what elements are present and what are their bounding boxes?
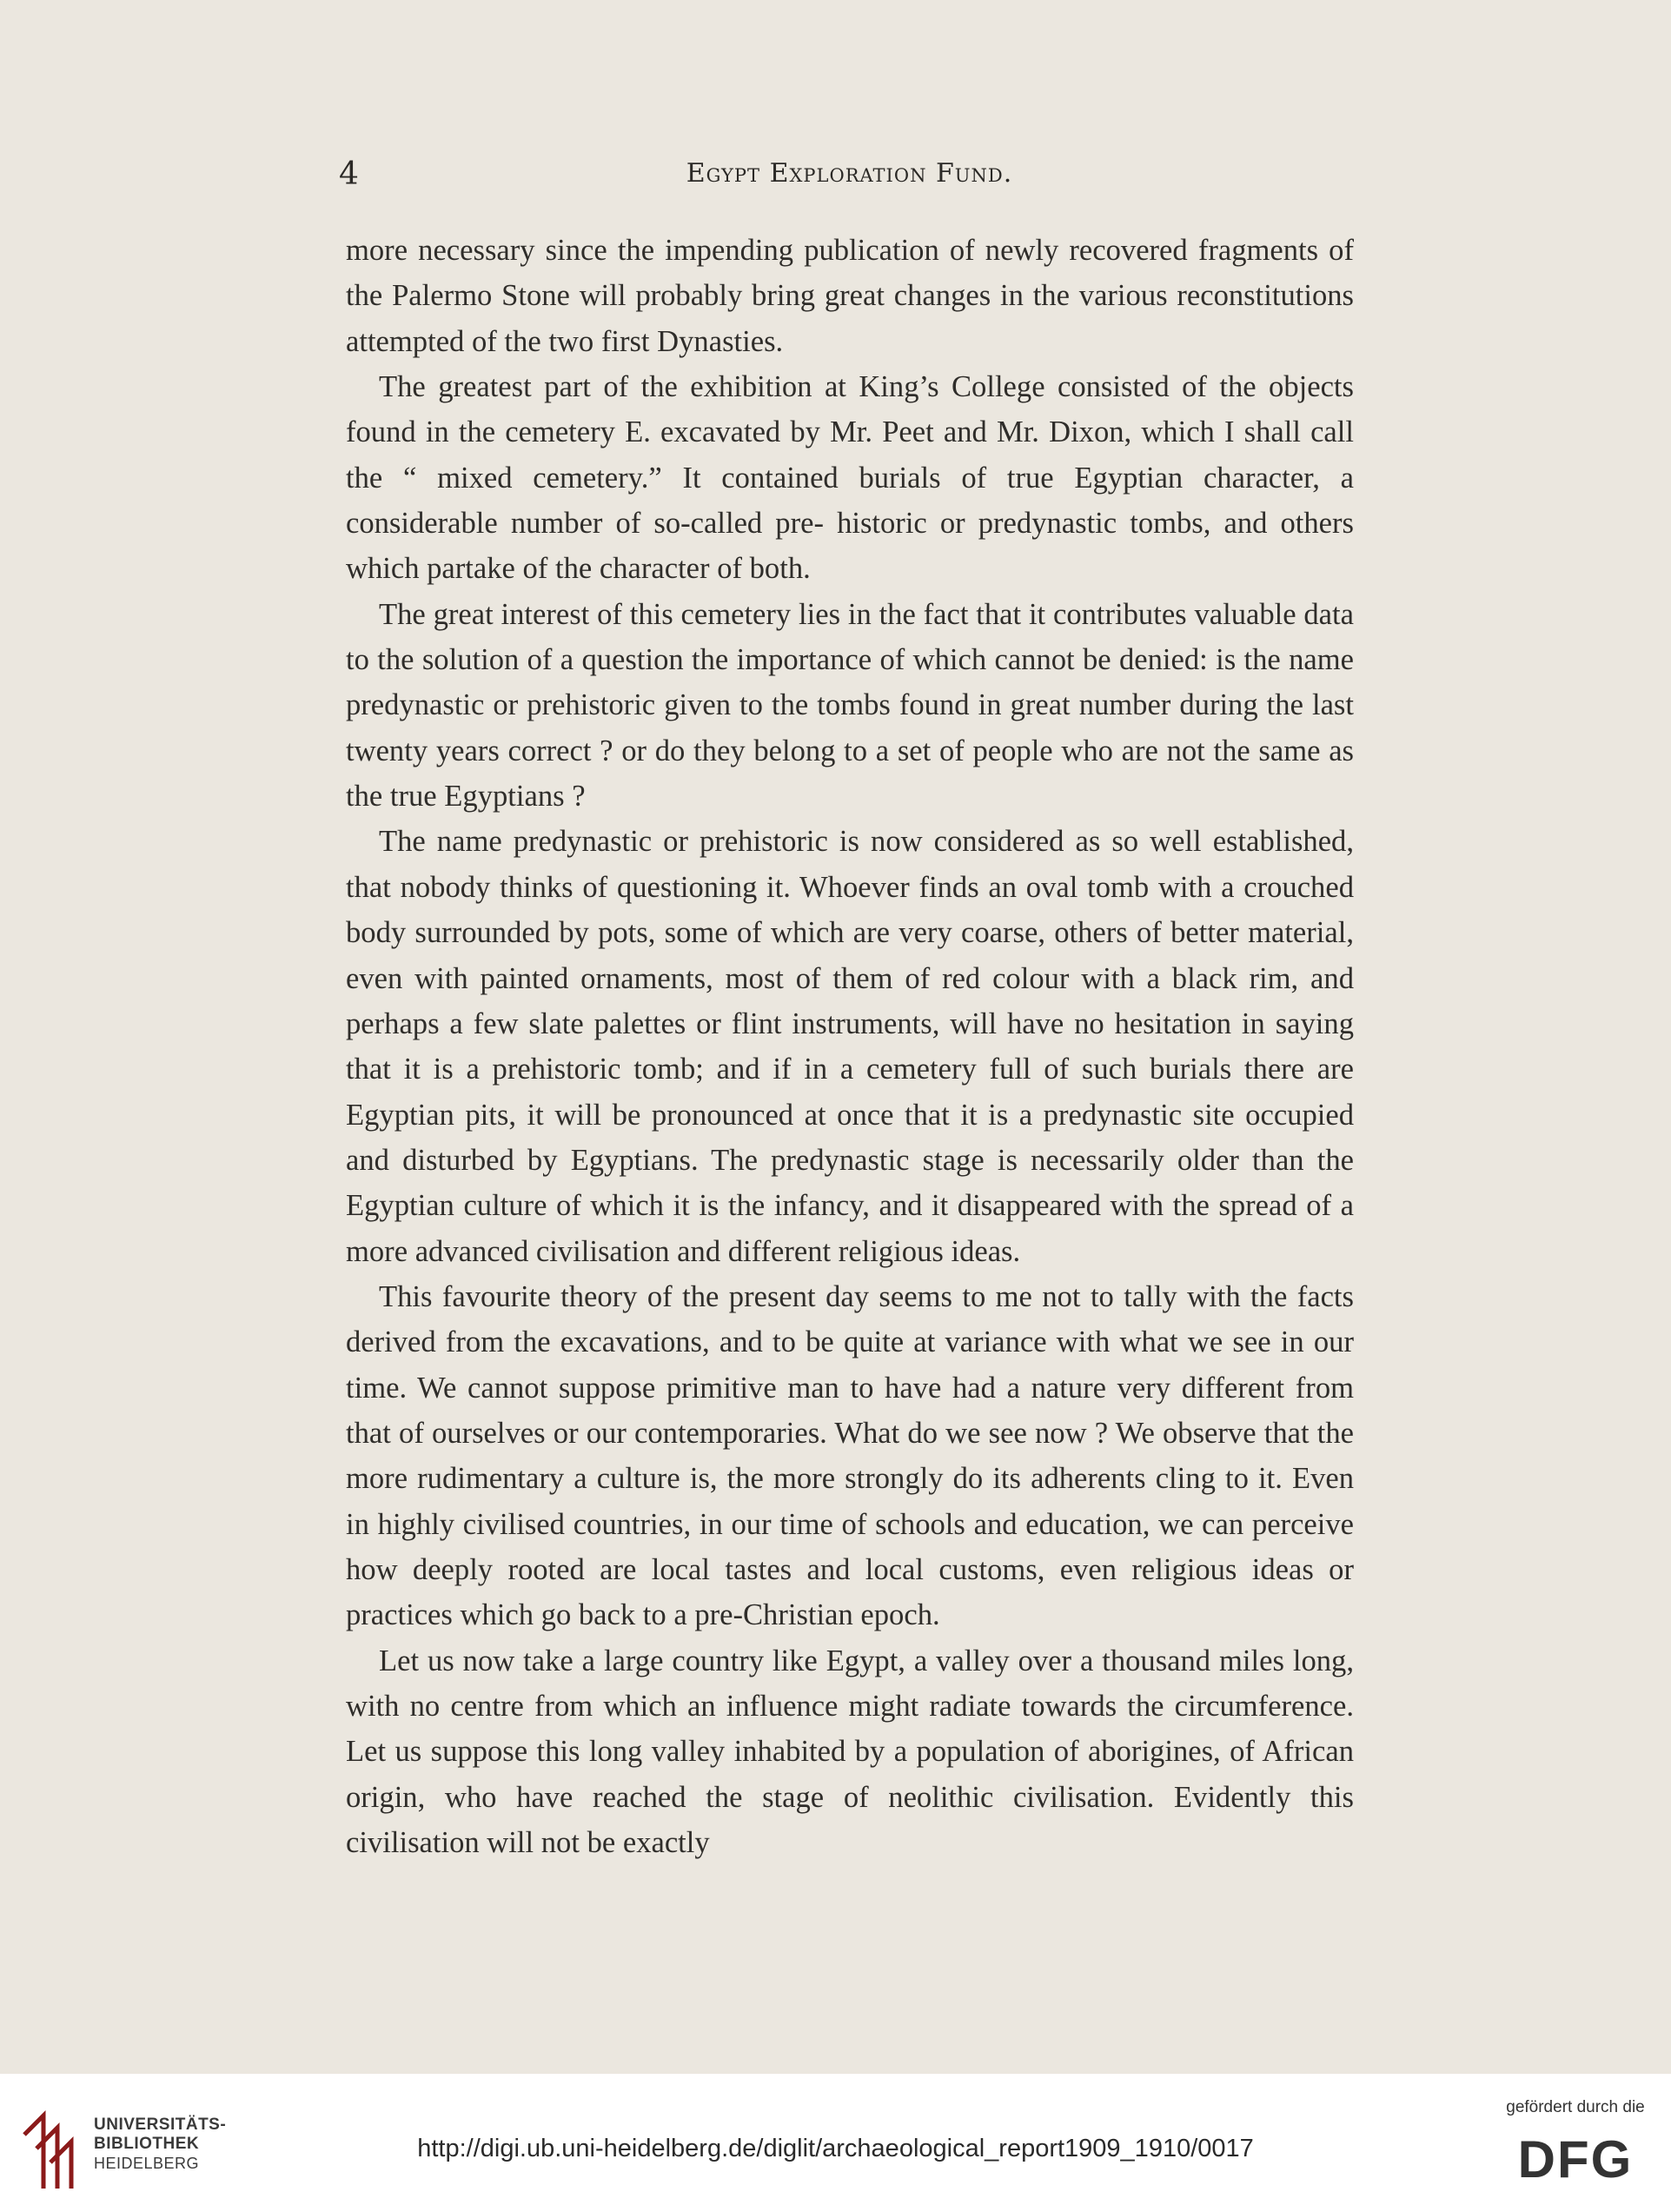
text-line: coarse, others of better material, even with painted ornaments, most of [346,916,1354,995]
text-line: of both. [717,552,811,586]
text-line: pronounced at once that it is a predynastic site occupied and disturbed by [346,1098,1354,1177]
text-line: historic or predynastic tombs, and others which partake of the character [346,507,1354,586]
text-line: Let us now take a large country like Egypt, a valley over a thousand [379,1644,1220,1677]
body-text [346,228,1354,1865]
text-line: objects found in the cemetery E. excavated by Mr. Peet and Mr. Dixon, [346,370,1354,449]
paragraph [346,592,1354,820]
text-line: established, that nobody thinks of questioning it. Whoever finds an oval [346,825,1354,904]
paragraph [346,364,1354,592]
paragraph [346,1638,1354,1866]
text-line: the facts derived from the excavations, and to be quite at variance with [346,1279,1354,1359]
text-line: instruments, will have no hesitation in saying that it is a prehistoric tomb; [346,1006,1354,1086]
paragraph [346,819,1354,1273]
text-line: they belong to a set of people who are not the same as the true [346,734,1354,814]
text-line: tombs found in great number during the last twenty years correct ? or do [346,688,1354,767]
dfg-logo: DFG [1517,2130,1634,2189]
library-name-line2: BIBLIOTHEK [94,2135,200,2153]
library-name-line3: HEIDELBERG [94,2155,200,2172]
text-line: What do we see now ? We observe that the more rudimentary a culture [346,1416,1354,1496]
text-line: This favourite theory of the present day seems to me not to tally with [379,1279,1251,1313]
text-line: population of aborigines, of African origin, who have reached the stage [346,1735,1354,1814]
text-line: had a nature very different from that of ourselves or our contemporaries. [346,1371,1355,1450]
page-number: 4 [339,156,359,192]
text-line: which I shall call the “ mixed cemetery.” It contained burials of [346,415,1354,495]
text-line: what we see in our time. We cannot suppose primitive man to have [346,1325,1354,1405]
text-line: valuable data to the solution of a question the importance of which [346,597,1354,677]
text-line: cannot be denied: is the name predynastic or prehistoric given to the [346,643,1354,722]
text-line: the circumference. Let us suppose this long valley inhabited by a [346,1690,1354,1769]
page-header [339,156,1360,209]
text-line: fragments of the Palermo Stone will probably bring great changes in the [346,234,1354,313]
footer-bar [0,2074,1671,2212]
text-line: The greatest part of the exhibition at King’s College consisted of the [379,370,1270,404]
text-line: tomb with a crouched body surrounded by pots, some of which are very [346,870,1354,950]
text-line: and if in a cemetery full of such burials there are Egyptian pits, it will be [346,1053,1355,1132]
running-head: Egypt Exploration Fund. [686,158,1013,189]
text-line: true Egyptian character, a considerable number of so-called pre- [346,461,1354,541]
paragraph [346,228,1354,364]
text-line: Egyptians. The predynastic stage is necessarily older than the Egyptian [346,1143,1354,1223]
text-line: countries, in our time of schools and education, we can perceive how [346,1507,1355,1586]
text-line: The great interest of this cemetery lies in the fact that it contributes [379,597,1195,631]
paragraph [346,1274,1354,1638]
text-line: is, the more strongly do its adherents cling to it. Even in highly civilised [346,1462,1354,1541]
text-line: The name predynastic or prehistoric is now considered as so well [379,825,1213,859]
text-line: more necessary since the impending publication of newly recovered [346,234,1198,267]
text-line: practices which go back to a pre-Christian epoch. [346,1598,940,1632]
text-line: deeply rooted are local tastes and local customs, even religious ideas or [412,1552,1354,1586]
funder-label: gefördert durch die [1506,2098,1645,2116]
text-line: miles long, with no centre from which an influence might radiate towards [346,1644,1354,1723]
text-line: culture of which it is the infancy, and it disappeared with the spread of [463,1189,1341,1223]
text-line: of neolithic civilisation. Evidently this civilisation will not be exactly [346,1780,1354,1860]
funder-block [1506,2098,1645,2189]
library-name-line1: UNIVERSITÄTS- [94,2116,227,2134]
text-line: Egyptians ? [444,780,586,814]
text-line: a more advanced civilisation and different religious ideas. [346,1189,1355,1268]
permalink-url[interactable]: http://digi.ub.uni-heidelberg.de/diglit/archaeological_report1909_1910/0017 [417,2135,1254,2162]
text-line: various reconstitutions attempted of the two first Dynasties. [346,279,1354,358]
text-line: them of red colour with a black rim, and perhaps a few slate palettes or flint [346,961,1354,1040]
